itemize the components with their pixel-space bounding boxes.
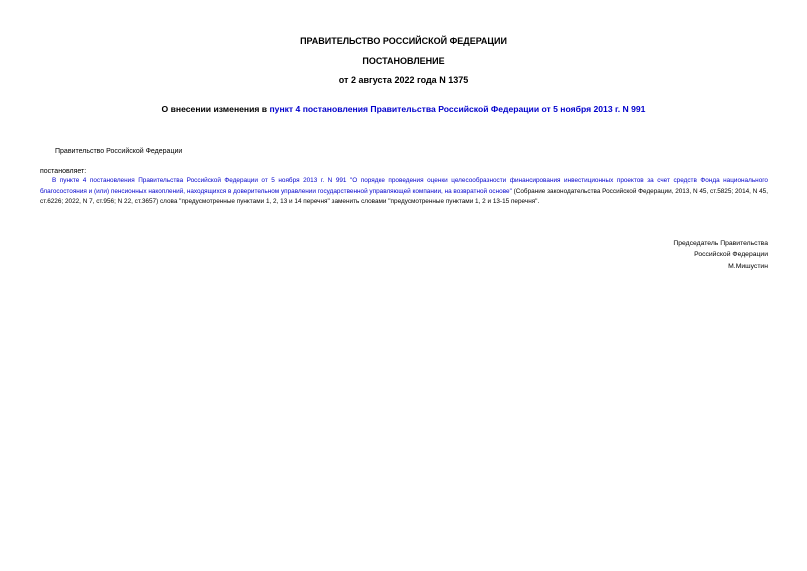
government-heading: ПРАВИТЕЛЬСТВО РОССИЙСКОЙ ФЕДЕРАЦИИ xyxy=(300,36,507,46)
issuer-text: Правительство Российской Федерации xyxy=(55,148,183,155)
document-title xyxy=(0,104,807,115)
signature-block xyxy=(673,238,768,272)
decree-word: постановляет: xyxy=(40,168,87,175)
document-type-heading: ПОСТАНОВЛЕНИЕ xyxy=(362,56,445,66)
amended-decree-link[interactable]: пункт 4 постановления Правительства Российской Федерации от 5 ноября 2013 г. N 991 xyxy=(269,104,646,114)
signature-position: Председатель Правительства xyxy=(673,240,768,247)
date-number-heading: от 2 августа 2022 года N 1375 xyxy=(338,75,469,85)
signature-name: М.Мишустин xyxy=(728,262,768,270)
document-title-prefix: О внесении изменения в xyxy=(161,104,270,114)
paragraph-rest-text: (Собрание законодательства Российской Федерации, 2013, N 45, ст.5825; 2014, N 45, ст.6226; 2022, N 7, ст.956; N 22, ст.3657) слова "предусмотренные пунктами 1, 2, 13 и 14 перечня" заменить словами "предусмотренные пунктами 1, 2 и 13-15 перечня". xyxy=(40,187,769,206)
decree-991-link[interactable]: В пункте 4 постановления Правительства Российской Федерации от 5 ноября 2013 г. N 991 "О порядке проведения оценки целесообразности финансирования инвестиционных проектов за счет средств Фонда национального благосостояния и (или) пенсионных накоплений, находящихся в доверительном управлении государственной управляющей компании, на возвратной основе" xyxy=(40,177,768,195)
signature-country: Российской Федерации xyxy=(694,251,768,259)
amendment-paragraph xyxy=(40,176,768,208)
